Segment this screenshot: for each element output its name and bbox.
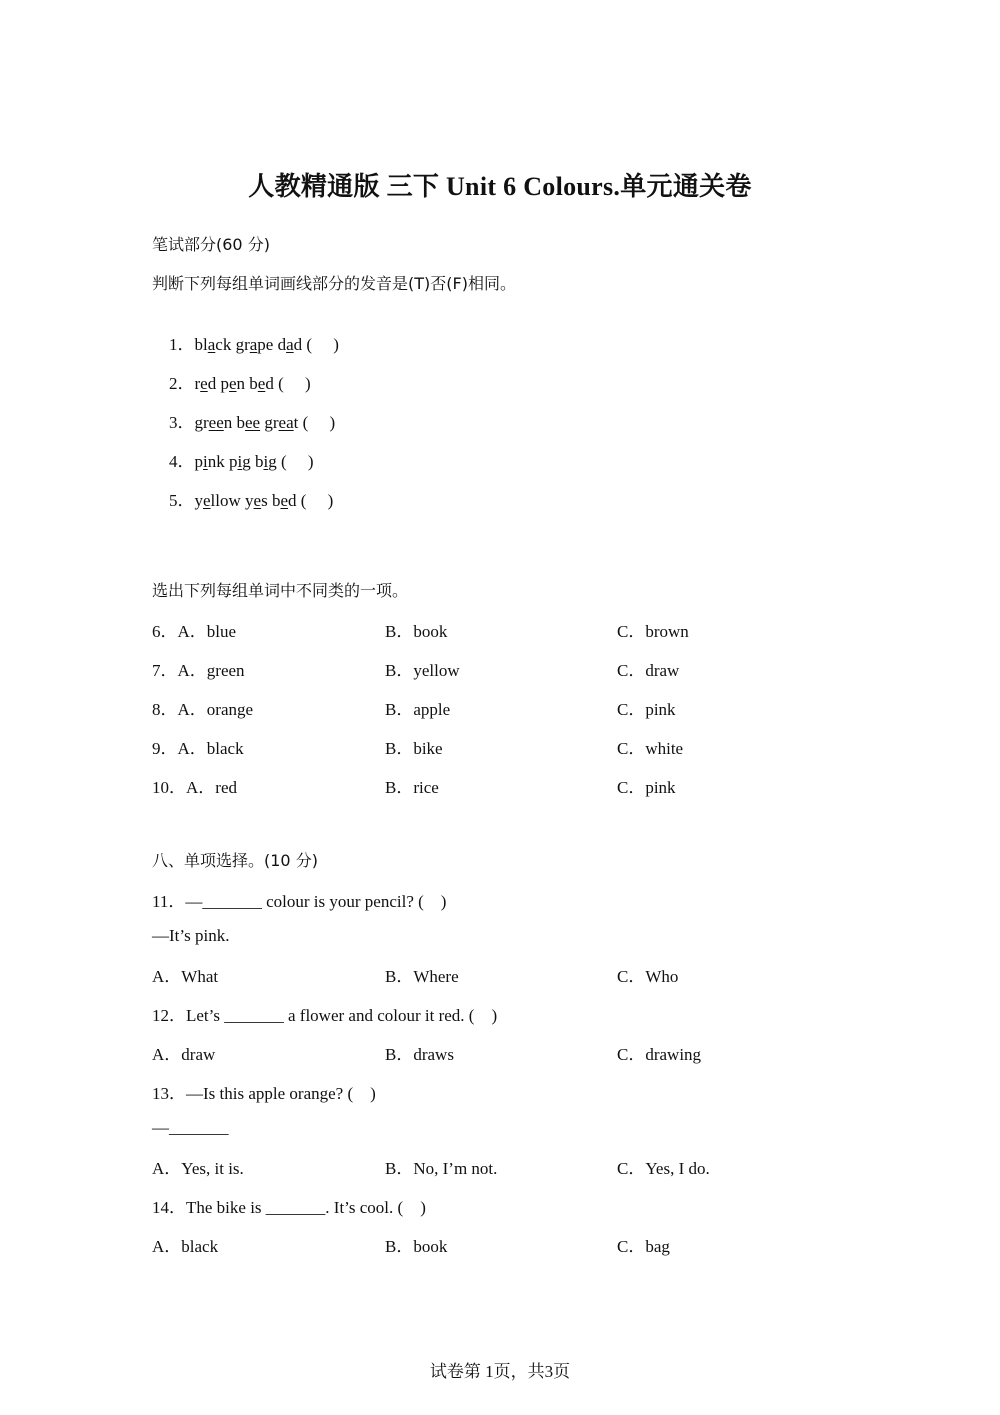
question-14-stem: 14．The bike is _______. It’s cool. ( ) xyxy=(152,1198,426,1217)
question-11-stem: 11．—_______ colour is your pencil? ( ) xyxy=(152,892,447,911)
option-a[interactable]: 6．A．blue xyxy=(152,622,237,641)
option-b[interactable]: B．Where xyxy=(385,967,459,986)
option-a[interactable]: 10．A．red xyxy=(152,778,237,797)
part1-instruction: 判断下列每组单词画线部分的发音是(T)否(F)相同。 xyxy=(152,274,516,293)
option-b[interactable]: B．bike xyxy=(385,739,443,758)
question-3: 3．green bee great ( ) xyxy=(169,413,336,432)
option-c[interactable]: C．draw xyxy=(617,661,680,680)
option-a[interactable]: A．draw xyxy=(152,1045,216,1064)
answer-blank[interactable]: ( ) xyxy=(306,335,339,354)
answer-blank[interactable]: ( ) xyxy=(302,413,336,432)
option-b[interactable]: B．yellow xyxy=(385,661,460,680)
answer-blank[interactable]: ( ) xyxy=(280,452,314,471)
option-b[interactable]: B．book xyxy=(385,1237,448,1256)
answer-blank[interactable]: ( ) xyxy=(300,491,334,510)
answer-blank[interactable]: ( ) xyxy=(278,374,311,393)
written-section-label: 笔试部分(60 分) xyxy=(152,235,270,254)
option-a[interactable]: 9．A．black xyxy=(152,739,244,758)
page-title: 人教精通版 三下 Unit 6 Colours.单元通关卷 xyxy=(248,172,752,201)
question-4: 4．pink pig big ( ) xyxy=(169,452,314,471)
option-c[interactable]: C．pink xyxy=(617,700,676,719)
part3-heading: 八、单项选择。(10 分) xyxy=(152,851,318,870)
question-13-stem: 13．—Is this apple orange? ( ) xyxy=(152,1084,376,1103)
option-b[interactable]: B．book xyxy=(385,622,448,641)
option-c[interactable]: C．brown xyxy=(617,622,689,641)
page-footer: 试卷第 1页，共3页 xyxy=(429,1362,571,1381)
option-a[interactable]: 8．A．orange xyxy=(152,700,254,719)
question-2: 2．red pen bed ( ) xyxy=(169,374,311,393)
question-11-reply: —It’s pink. xyxy=(152,926,230,945)
question-5: 5．yellow yes bed ( ) xyxy=(169,491,334,510)
option-a[interactable]: 7．A．green xyxy=(152,661,245,680)
option-c[interactable]: C．white xyxy=(617,739,684,758)
question-1: 1．black grape dad ( ) xyxy=(169,335,339,354)
part2-instruction: 选出下列每组单词中不同类的一项。 xyxy=(152,581,409,600)
option-b[interactable]: B．No, I’m not. xyxy=(385,1159,498,1178)
option-b[interactable]: B．draws xyxy=(385,1045,454,1064)
option-b[interactable]: B．apple xyxy=(385,700,451,719)
option-a[interactable]: A．What xyxy=(152,967,219,986)
question-12-stem: 12．Let’s _______ a flower and colour it red. ( ) xyxy=(152,1006,498,1025)
option-a[interactable]: A．black xyxy=(152,1237,219,1256)
option-c[interactable]: C．drawing xyxy=(617,1045,702,1064)
option-c[interactable]: C．Yes, I do. xyxy=(617,1159,710,1178)
option-c[interactable]: C．bag xyxy=(617,1237,670,1256)
option-a[interactable]: A．Yes, it is. xyxy=(152,1159,244,1178)
option-c[interactable]: C．Who xyxy=(617,967,679,986)
option-c[interactable]: C．pink xyxy=(617,778,676,797)
option-b[interactable]: B．rice xyxy=(385,778,439,797)
question-13-reply: —_______ xyxy=(152,1118,229,1137)
